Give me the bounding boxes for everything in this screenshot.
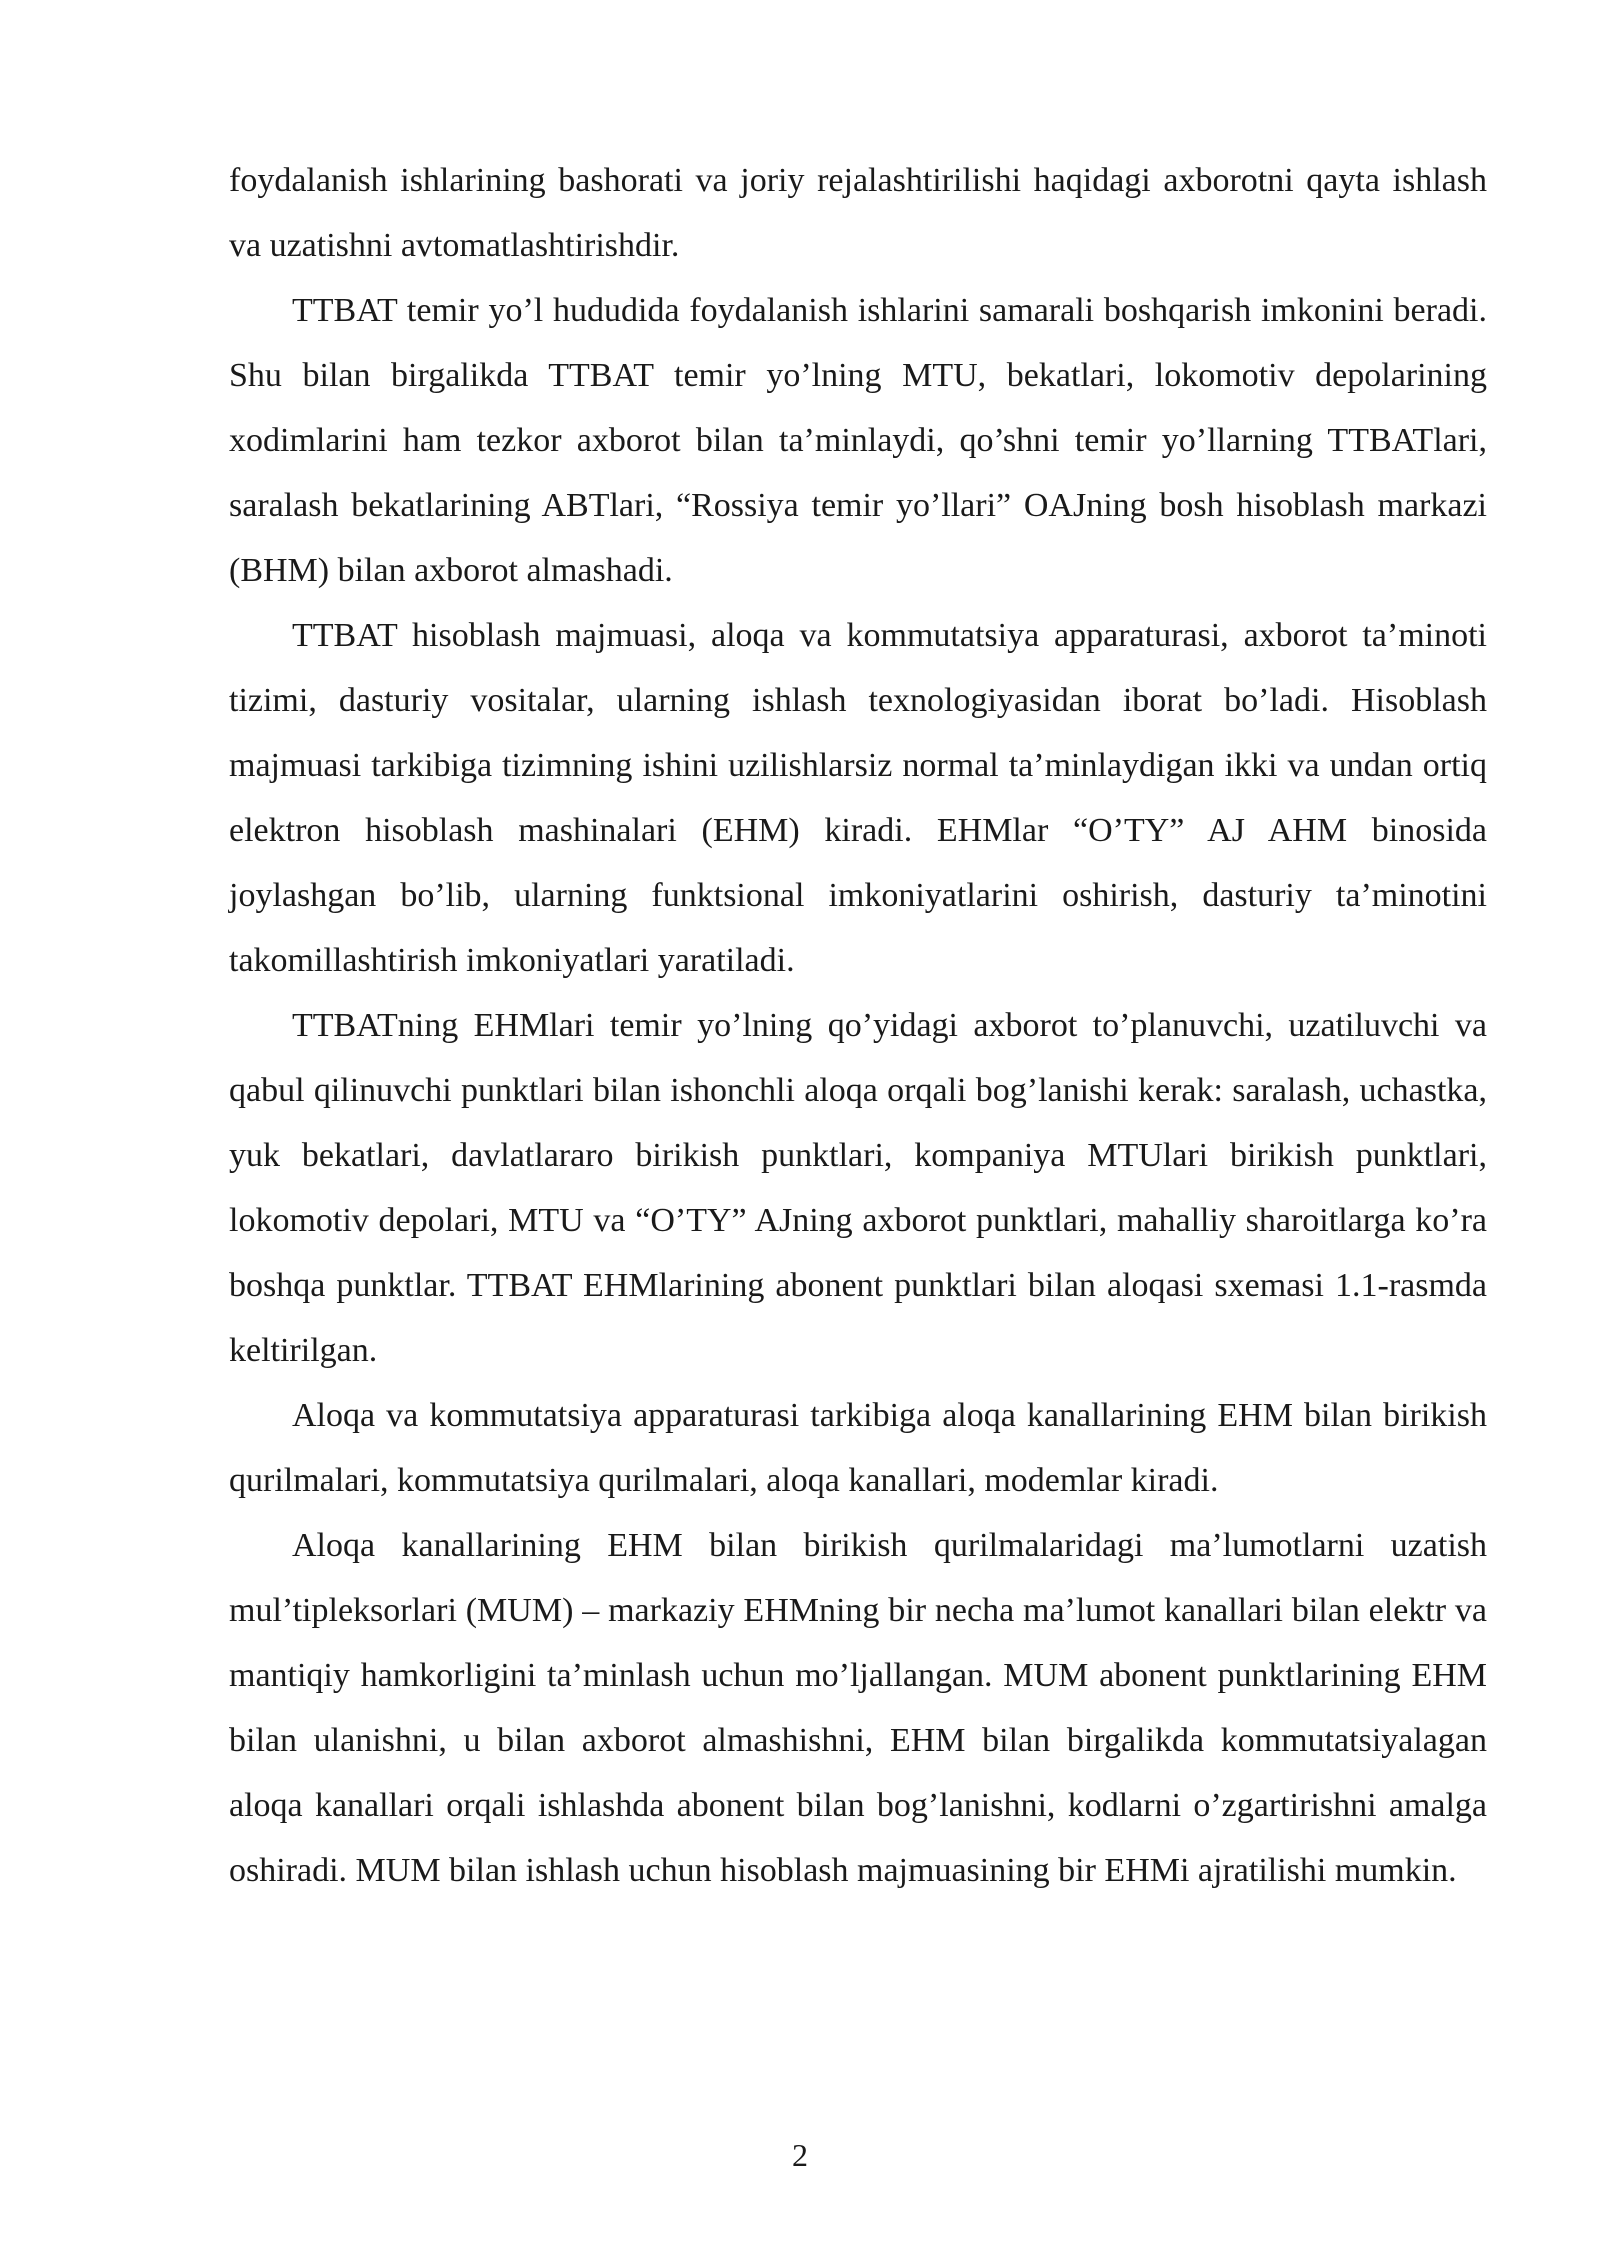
page-number: 2 [792,2137,808,2173]
paragraph-continuation: foydalanish ishlarining bashorati va joriy rejalashtirilishi haqidagi axborotni qayta ishlash va uzatishni avtomatlashtirishdir. [229,162,1487,264]
paragraph-computing-complex: TTBAT hisoblash majmuasi, aloqa va kommutatsiya apparaturasi, axborot ta’minoti tizimi, dasturiy vositalar, ularning ishlash texnologiyasidan iborat bo’ladi. Hisoblash majmuasi tarkibiga tizimning ishini uzilishlarsiz normal ta’minlaydigan ikki va undan ortiq elektron hisoblash mashinalari (EHM) kiradi. EHMlar “O’TY” AJ AHM binosida joylashgan bo’lib, ularning funktsional imkoniyatlarini oshirish, dasturiy ta’minotini takomillashtirish imkoniyatlari yaratiladi. [229,617,1487,979]
paragraph-ttbat-overview: TTBAT temir yo’l hududida foydalanish ishlarini samarali boshqarish imkonini beradi. Shu bilan birgalikda TTBAT temir yo’lning MTU, bekatlari, lokomotiv depolarining xodimlarini ham tezkor axborot bilan ta’minlaydi, qo’shni temir yo’llarning TTBATlari, saralash bekatlarining ABTlari, “Rossiya temir yo’llari” OAJning bosh hisoblash markazi (BHM) bilan axborot almashadi. [229,292,1487,589]
paragraph-communication-points: TTBATning EHMlari temir yo’lning qo’yidagi axborot to’planuvchi, uzatiluvchi va qabul qilinuvchi punktlari bilan ishonchli aloqa orqali bog’lanishi kerak: saralash, uchastka, yuk bekatlari, davlatlararo birikish punktlari, kompaniya MTUlari birikish punktlari, lokomotiv depolari, MTU va “O’TY” AJning axborot punktlari, mahalliy sharoitlarga ko’ra boshqa punktlar. TTBAT EHMlarining abonent punktlari bilan aloqasi sxemasi 1.1-rasmda keltirilgan. [229,1007,1487,1369]
document-page [229,148,1487,1903]
paragraph-switching-equipment: Aloqa va kommutatsiya apparaturasi tarkibiga aloqa kanallarining EHM bilan birikish qurilmalari, kommutatsiya qurilmalari, aloqa kanallari, modemlar kiradi. [229,1397,1487,1499]
paragraph-multiplexers: Aloqa kanallarining EHM bilan birikish qurilmalaridagi ma’lumotlarni uzatish mul’tipleksorlari (MUM) – markaziy EHMning bir necha ma’lumot kanallari bilan elektr va mantiqiy hamkorligini ta’minlash uchun mo’ljallangan. MUM abonent punktlarining EHM bilan ulanishni, u bilan axborot almashishni, EHM bilan birgalikda kommutatsiyalagan aloqa kanallari orqali ishlashda abonent bilan bog’lanishni, kodlarni o’zgartirishni amalga oshiradi. MUM bilan ishlash uchun hisoblash majmuasining bir EHMi ajratilishi mumkin. [229,1527,1487,1889]
